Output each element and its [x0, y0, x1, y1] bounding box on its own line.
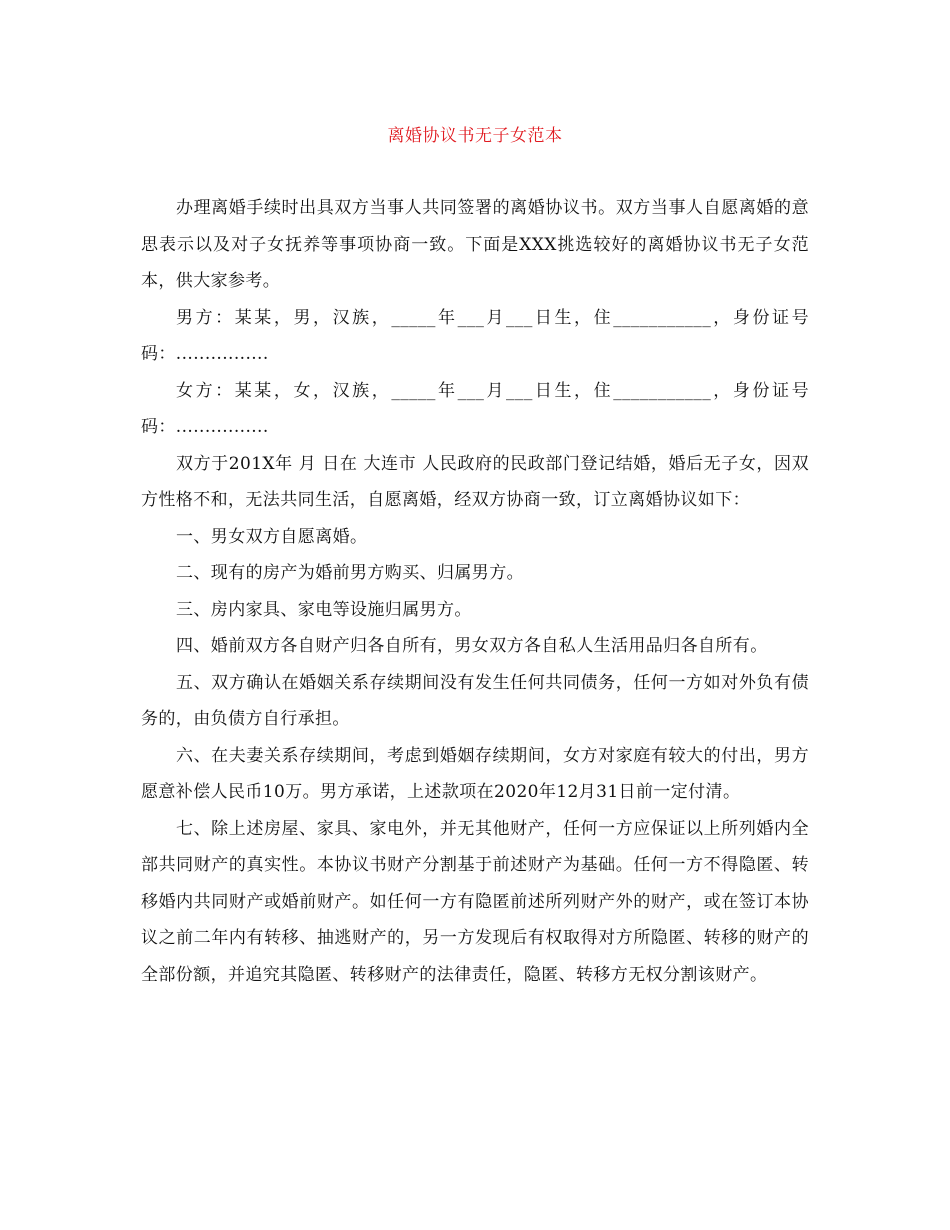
marriage-statement-paragraph: 双方于201X年 月 日在 大连市 人民政府的民政部门登记结婚，婚后无子女，因双方性格不和，无法共同生活，自愿离婚，经双方协商一致，订立离婚协议如下：: [141, 453, 809, 510]
clause-7: 七、除上述房屋、家具、家电外，并无其他财产，任何一方应保证以上所列婚内全部共同财产的真实性。本协议书财产分割基于前述财产为基础。任何一方不得隐匿、转移婚内共同财产或婚前财产。如任何一方有隐匿前述所列财产外的财产，或在签订本协议之前二年内有转移、抽逃财产的，另一方发现后有权取得对方所隐匿、转移的财产的全部份额，并追究其隐匿、转移财产的法律责任，隐匿、转移方无权分割该财产。: [141, 818, 809, 985]
intro-paragraph: 办理离婚手续时出具双方当事人共同签署的离婚协议书。双方当事人自愿离婚的意思表示以及对子女抚养等事项协商一致。下面是XXX挑选较好的离婚协议书无子女范本，供大家参考。: [141, 198, 809, 291]
document-title: 离婚协议书无子女范本: [387, 126, 563, 146]
clause-4: 四、婚前双方各自财产归各自所有，男女双方各自私人生活用品归各自所有。: [176, 636, 768, 656]
husband-info-paragraph: 男方：某某，男，汉族，_____年___月___日生，住___________，身份证号码：................: [141, 307, 809, 364]
document-body: [141, 190, 809, 993]
clause-3: 三、房内家具、家电等设施归属男方。: [176, 599, 472, 620]
clause-2: 二、现有的房产为婚前男方购买、归属男方。: [176, 563, 524, 583]
clause-1: 一、男女双方自愿离婚。: [176, 526, 368, 547]
clause-6: 六、在夫妻关系存续期间，考虑到婚姻存续期间，女方对家庭有较大的付出，男方愿意补偿人民币10万。男方承诺，上述款项在2020年12月31日前一定付清。: [141, 745, 809, 802]
wife-info-paragraph: 女方：某某，女，汉族，_____年___月___日生，住___________，身份证号码：................: [141, 380, 809, 437]
clause-5: 五、双方确认在婚姻关系存续期间没有发生任何共同债务，任何一方如对外负有债务的，由负债方自行承担。: [141, 672, 809, 729]
